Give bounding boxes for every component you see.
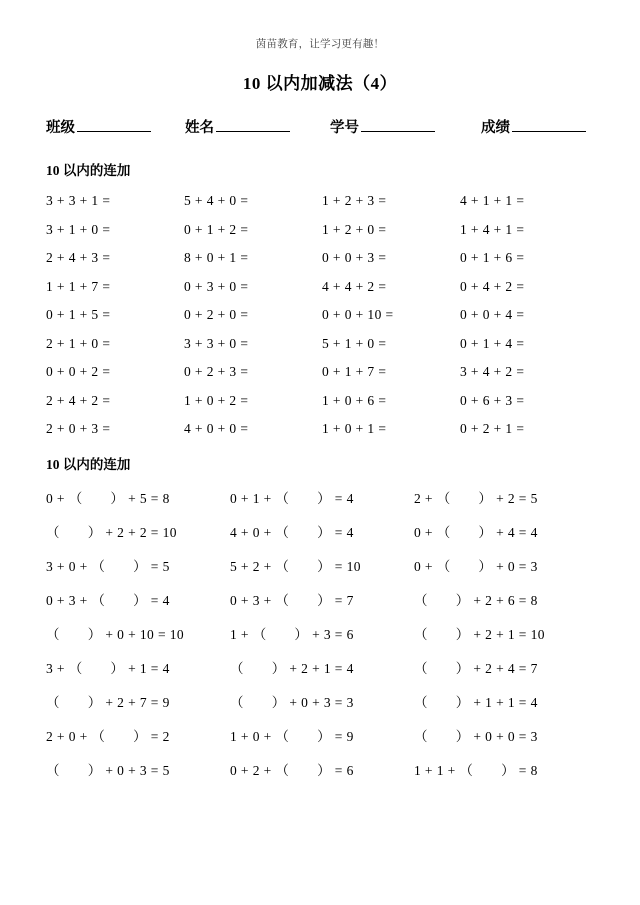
problem-item[interactable]: 3 + 0 + （ ） = 5 — [46, 559, 170, 574]
problem-item[interactable]: 8 + 0 + 1 = — [184, 250, 249, 265]
number-field — [330, 116, 435, 137]
problem-item[interactable]: 0 + 1 + （ ） = 4 — [230, 491, 354, 506]
problem-item[interactable]: 1 + （ ） + 3 = 6 — [230, 627, 354, 642]
problem-item[interactable]: 2 + 0 + （ ） = 2 — [46, 729, 170, 744]
problem-item[interactable]: 1 + 0 + （ ） = 9 — [230, 729, 354, 744]
problem-item[interactable]: （ ） + 1 + 1 = 4 — [414, 695, 538, 710]
problem-item[interactable]: （ ） + 2 + 6 = 8 — [414, 593, 538, 608]
problem-item[interactable]: （ ） + 0 + 3 = 3 — [230, 695, 354, 710]
problem-item[interactable]: 0 + 1 + 4 = — [460, 335, 525, 351]
problem-item[interactable]: 1 + 0 + 6 = — [322, 392, 387, 408]
problem-item[interactable]: 1 + 1 + 7 = — [46, 278, 111, 294]
problem-item[interactable]: 0 + 1 + 6 = — [460, 250, 525, 265]
class-field — [46, 116, 151, 137]
problem-item[interactable]: 0 + 0 + 4 = — [460, 307, 525, 322]
section-heading-1: 10 以内的连加 — [46, 163, 131, 178]
class-label: 班级 — [46, 120, 75, 136]
name-blank[interactable] — [216, 118, 290, 132]
problem-item[interactable]: 0 + 3 + （ ） = 4 — [46, 593, 170, 608]
problem-item[interactable]: （ ） + 2 + 4 = 7 — [414, 661, 538, 676]
problem-item[interactable]: 0 + 2 + （ ） = 6 — [230, 763, 354, 778]
problem-item[interactable]: 1 + 0 + 1 = — [322, 421, 387, 436]
problem-item[interactable]: 0 + 0 + 10 = — [322, 307, 394, 322]
number-blank[interactable] — [361, 118, 435, 132]
problem-item[interactable]: （ ） + 2 + 1 = 4 — [230, 661, 354, 676]
student-info-row — [44, 116, 596, 137]
problem-item[interactable]: 5 + 2 + （ ） = 10 — [230, 559, 361, 574]
problem-item[interactable]: 0 + 0 + 2 = — [46, 364, 111, 379]
problem-item[interactable]: 0 + （ ） + 0 = 3 — [414, 559, 538, 574]
problem-item[interactable]: 3 + 1 + 0 = — [46, 221, 111, 237]
problem-item[interactable]: 0 + 1 + 7 = — [322, 364, 387, 379]
score-field — [481, 116, 586, 137]
problem-item[interactable]: 0 + 3 + 0 = — [184, 278, 249, 294]
problem-item[interactable]: 4 + 0 + （ ） = 4 — [230, 525, 354, 540]
problem-item[interactable]: （ ） + 0 + 3 = 5 — [46, 763, 170, 778]
problem-item[interactable]: 2 + 1 + 0 = — [46, 335, 111, 351]
score-label: 成绩 — [481, 120, 510, 136]
name-field — [185, 116, 290, 137]
class-blank[interactable] — [77, 118, 151, 132]
problem-item[interactable]: 5 + 1 + 0 = — [322, 335, 387, 351]
page-title: 10 以内加减法（4） — [242, 74, 398, 93]
problem-item[interactable]: 0 + （ ） + 5 = 8 — [46, 491, 170, 506]
problem-item[interactable]: 0 + 1 + 5 = — [46, 307, 111, 322]
problem-item[interactable]: 3 + （ ） + 1 = 4 — [46, 661, 170, 676]
problem-item[interactable]: 0 + 2 + 3 = — [184, 364, 249, 379]
problem-item[interactable]: 0 + 0 + 3 = — [322, 250, 387, 265]
problem-item[interactable]: 3 + 3 + 1 = — [46, 193, 111, 208]
problem-item[interactable]: 1 + 4 + 1 = — [460, 221, 525, 237]
score-blank[interactable] — [512, 118, 586, 132]
problem-item[interactable]: 2 + 4 + 2 = — [46, 392, 111, 408]
problem-item[interactable]: 1 + 2 + 3 = — [322, 193, 387, 208]
problem-grid-2 — [44, 487, 596, 779]
number-label: 学号 — [330, 120, 359, 136]
problem-item[interactable]: 3 + 3 + 0 = — [184, 335, 249, 351]
problem-item[interactable]: 2 + 4 + 3 = — [46, 250, 111, 265]
problem-item[interactable]: （ ） + 2 + 7 = 9 — [46, 695, 170, 710]
problem-item[interactable]: （ ） + 0 + 10 = 10 — [46, 627, 185, 642]
problem-item[interactable]: 1 + 0 + 2 = — [184, 392, 249, 408]
problem-item[interactable]: 0 + 2 + 1 = — [460, 421, 525, 436]
problem-item[interactable]: 2 + 0 + 3 = — [46, 421, 111, 436]
problem-item[interactable]: 1 + 1 + （ ） = 8 — [414, 763, 538, 778]
problem-item[interactable]: 5 + 4 + 0 = — [184, 193, 249, 208]
problem-item[interactable]: 0 + 1 + 2 = — [184, 221, 249, 237]
problem-item[interactable]: 2 + （ ） + 2 = 5 — [414, 491, 538, 506]
problem-item[interactable]: （ ） + 2 + 1 = 10 — [414, 627, 545, 642]
problem-item[interactable]: （ ） + 2 + 2 = 10 — [46, 525, 177, 540]
section-heading-2: 10 以内的连加 — [46, 457, 131, 472]
problem-item[interactable]: （ ） + 0 + 0 = 3 — [414, 729, 538, 744]
problem-item[interactable]: 0 + 2 + 0 = — [184, 307, 249, 322]
name-label: 姓名 — [185, 120, 214, 136]
problem-item[interactable]: 4 + 4 + 2 = — [322, 278, 387, 294]
problem-item[interactable]: 0 + （ ） + 4 = 4 — [414, 525, 538, 540]
watermark-text: 茵苗教育，让学习更有趣！ — [255, 38, 385, 50]
problem-item[interactable]: 4 + 0 + 0 = — [184, 421, 249, 436]
problem-item[interactable]: 0 + 3 + （ ） = 7 — [230, 593, 354, 608]
problem-grid-1 — [44, 193, 596, 437]
problem-item[interactable]: 3 + 4 + 2 = — [460, 364, 525, 379]
problem-item[interactable]: 0 + 6 + 3 = — [460, 392, 525, 408]
problem-item[interactable]: 4 + 1 + 1 = — [460, 193, 525, 208]
problem-item[interactable]: 0 + 4 + 2 = — [460, 278, 525, 294]
problem-item[interactable]: 1 + 2 + 0 = — [322, 221, 387, 237]
